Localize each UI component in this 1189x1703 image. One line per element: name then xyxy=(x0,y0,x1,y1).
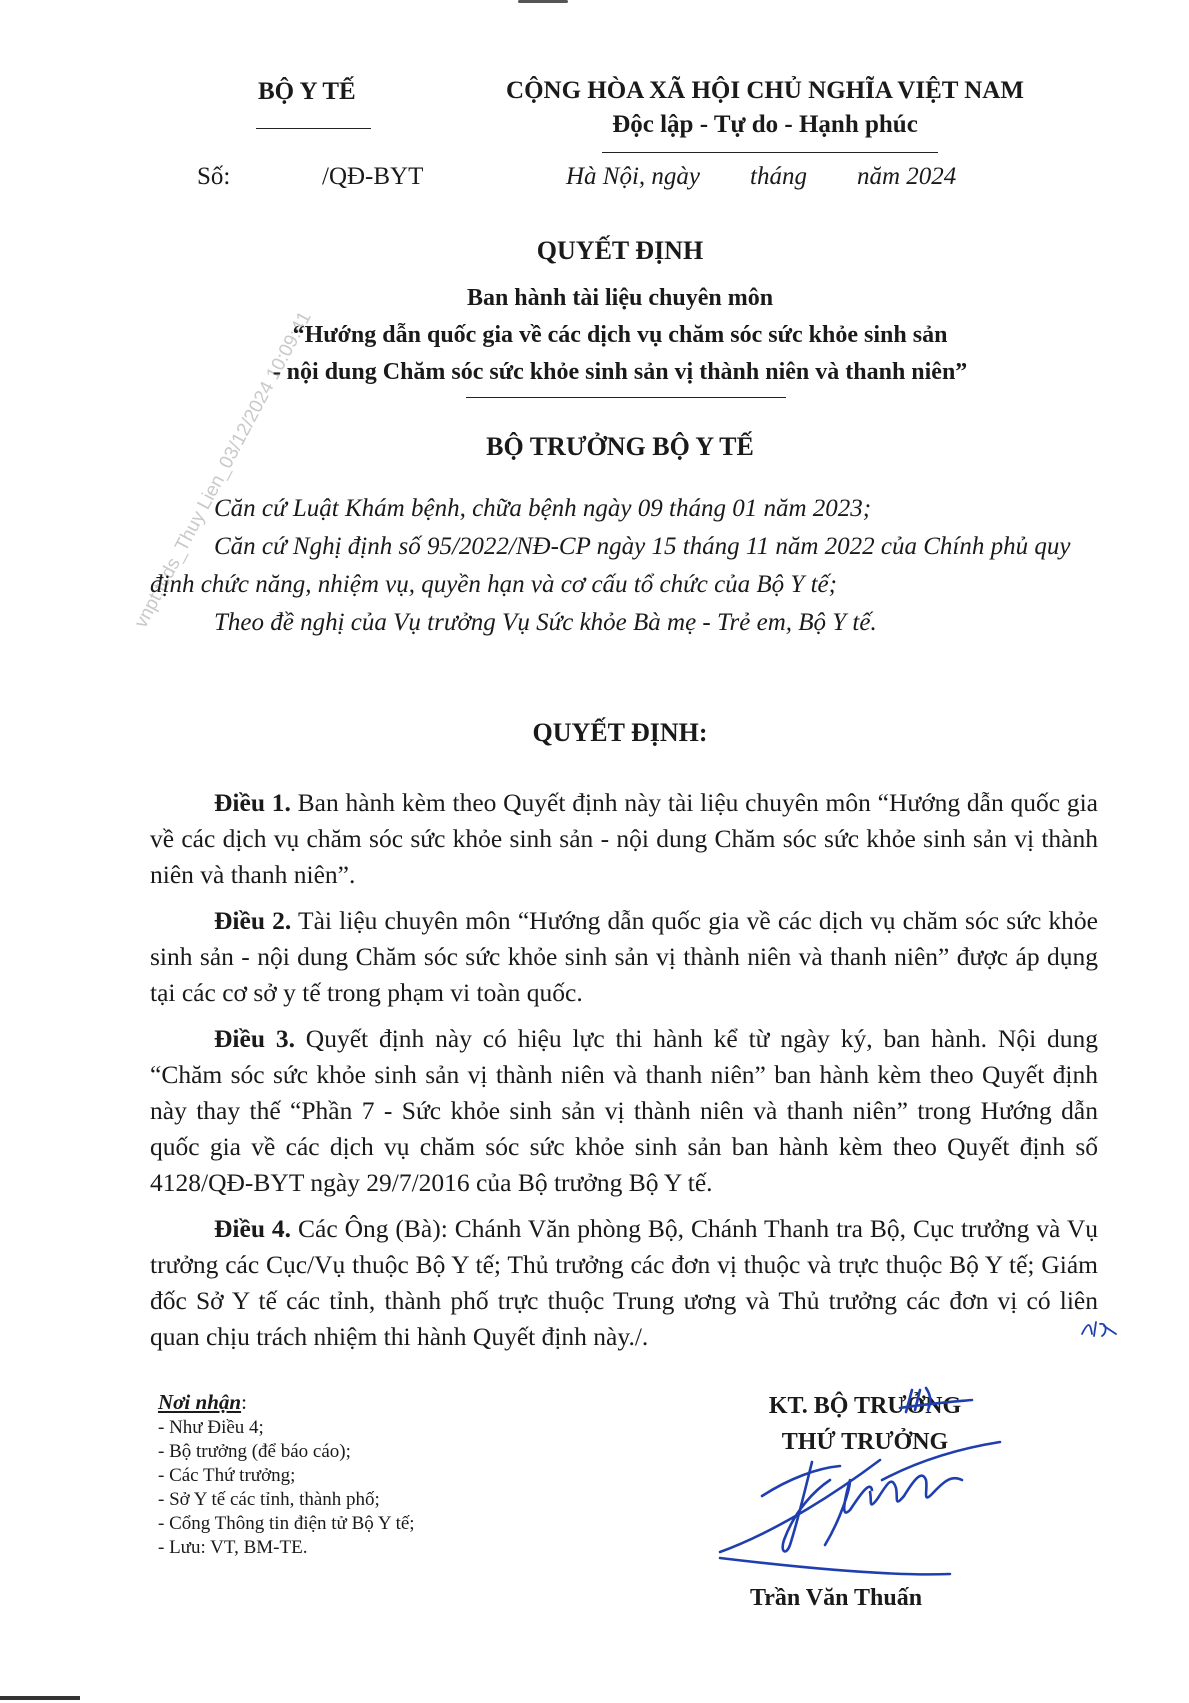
ministry-underline xyxy=(256,128,371,129)
article xyxy=(150,1211,1098,1355)
article-text: Quyết định này có hiệu lực thi hành kể từ ngày ký, ban hành. Nội dung “Chăm sóc sức khỏe sinh sản vị thành niên và thanh niên” ban hành kèm theo Quyết định này thay thế “Phần 7 - Sức khỏe sinh sản vị thành niên và thanh niên” trong Hướng dẫn quốc gia về các dịch vụ chăm sóc sức khỏe sinh sản ban hành kèm theo Quyết định số 4128/QĐ-BYT ngày 29/7/2016 của Bộ trưởng Bộ Y tế. xyxy=(150,1024,1098,1197)
decision-heading: QUYẾT ĐỊNH: xyxy=(532,718,708,747)
article xyxy=(150,903,1098,1011)
signature-line-2: THỨ TRƯỞNG xyxy=(781,1429,949,1455)
basis-item: Căn cứ Luật Khám bệnh, chữa bệnh ngày 09 tháng 01 năm 2023; xyxy=(214,495,872,522)
digital-stamp-watermark: vnpt.tcds_Thuy Lien_03/12/2024 10:09:41 xyxy=(130,308,316,632)
recipient-item: - Sở Y tế các tỉnh, thành phố; xyxy=(158,1489,380,1510)
document-subtitle xyxy=(150,280,1090,391)
article-text: Ban hành kèm theo Quyết định này tài liệu chuyên môn “Hướng dẫn quốc gia về các dịch vụ chăm sóc sức khỏe sinh sản - nội dung Chăm sóc sức khỏe sinh sản vị thành niên và thanh niên”. xyxy=(150,788,1098,889)
doc-number-suffix: /QĐ-BYT xyxy=(322,163,424,190)
subtitle-line-3: - nội dung Chăm sóc sức khỏe sinh sản vị thành niên và thanh niên” xyxy=(272,359,968,385)
recipient-item: - Bộ trưởng (để báo cáo); xyxy=(158,1441,351,1462)
issuing-authority: BỘ TRƯỞNG BỘ Y TẾ xyxy=(486,432,754,461)
place-date: Hà Nội, ngày tháng năm 2024 xyxy=(566,163,957,190)
recipients-block xyxy=(158,1390,415,1560)
recipient-item: - Như Điều 4; xyxy=(158,1417,264,1438)
nation-title: CỘNG HÒA XÃ HỘI CHỦ NGHĨA VIỆT NAM xyxy=(506,77,1024,104)
recipients-heading: Nơi nhận xyxy=(158,1390,242,1414)
doc-number-label: Số: xyxy=(197,163,231,190)
legal-basis xyxy=(150,490,1098,642)
article-text: Tài liệu chuyên môn “Hướng dẫn quốc gia về các dịch vụ chăm sóc sức khỏe sinh sản - nội dung Chăm sóc sức khỏe sinh sản vị thành niên và thanh niên” được áp dụng tại các cơ sở y tế trong phạm vi toàn quốc. xyxy=(150,906,1099,1007)
motto-underline xyxy=(602,152,938,153)
signer-name: Trần Văn Thuấn xyxy=(750,1585,923,1611)
article xyxy=(150,785,1098,893)
signature-line-1: KT. BỘ TRƯỞNG xyxy=(768,1393,962,1419)
subtitle-underline xyxy=(466,397,786,398)
article-text: Các Ông (Bà): Chánh Văn phòng Bộ, Chánh Thanh tra Bộ, Cục trưởng và Vụ trưởng các Cục/Vụ thuộc Bộ Y tế; Thủ trưởng các đơn vị thuộc và trực thuộc Bộ Y tế; Giám đốc Sở Y tế các tỉnh, thành phố trực thuộc Trung ương và Thủ trưởng các đơn vị có liên quan chịu trách nhiệm thi hành Quyết định này./. xyxy=(150,1214,1098,1351)
scan-artifact xyxy=(518,0,568,3)
subtitle-line-2: “Hướng dẫn quốc gia về các dịch vụ chăm sóc sức khỏe sinh sản xyxy=(292,322,948,348)
document-title: QUYẾT ĐỊNH xyxy=(536,236,704,265)
handwritten-signature xyxy=(700,1380,1060,1590)
nation-slogan: Độc lập - Tự do - Hạnh phúc xyxy=(612,111,918,138)
article-label: Điều 1. xyxy=(214,788,291,817)
ministry-name: BỘ Y TẾ xyxy=(258,78,356,105)
basis-item: Theo đề nghị của Vụ trưởng Vụ Sức khỏe Bà mẹ - Trẻ em, Bộ Y tế. xyxy=(214,609,877,636)
recipients-heading-row: Nơi nhận: xyxy=(158,1390,247,1414)
recipient-item: - Các Thứ trưởng; xyxy=(158,1465,296,1486)
subtitle-line-1: Ban hành tài liệu chuyên môn xyxy=(466,285,774,311)
article xyxy=(150,1021,1098,1201)
scan-artifact-bottom xyxy=(0,1696,80,1700)
initials-mark xyxy=(1080,1318,1120,1340)
article-label: Điều 4. xyxy=(214,1214,292,1243)
article-label: Điều 2. xyxy=(214,906,292,935)
national-motto xyxy=(470,74,1060,142)
recipient-item: - Lưu: VT, BM-TE. xyxy=(158,1537,308,1558)
recipient-item: - Cổng Thông tin điện tử Bộ Y tế; xyxy=(158,1513,415,1534)
articles xyxy=(150,785,1098,1365)
basis-item: Căn cứ Nghị định số 95/2022/NĐ-CP ngày 15 tháng 11 năm 2022 của Chính phủ quy định chức năng, nhiệm vụ, quyền hạn và cơ cấu tổ chức của Bộ Y tế; xyxy=(150,533,1071,598)
article-label: Điều 3. xyxy=(214,1024,295,1053)
